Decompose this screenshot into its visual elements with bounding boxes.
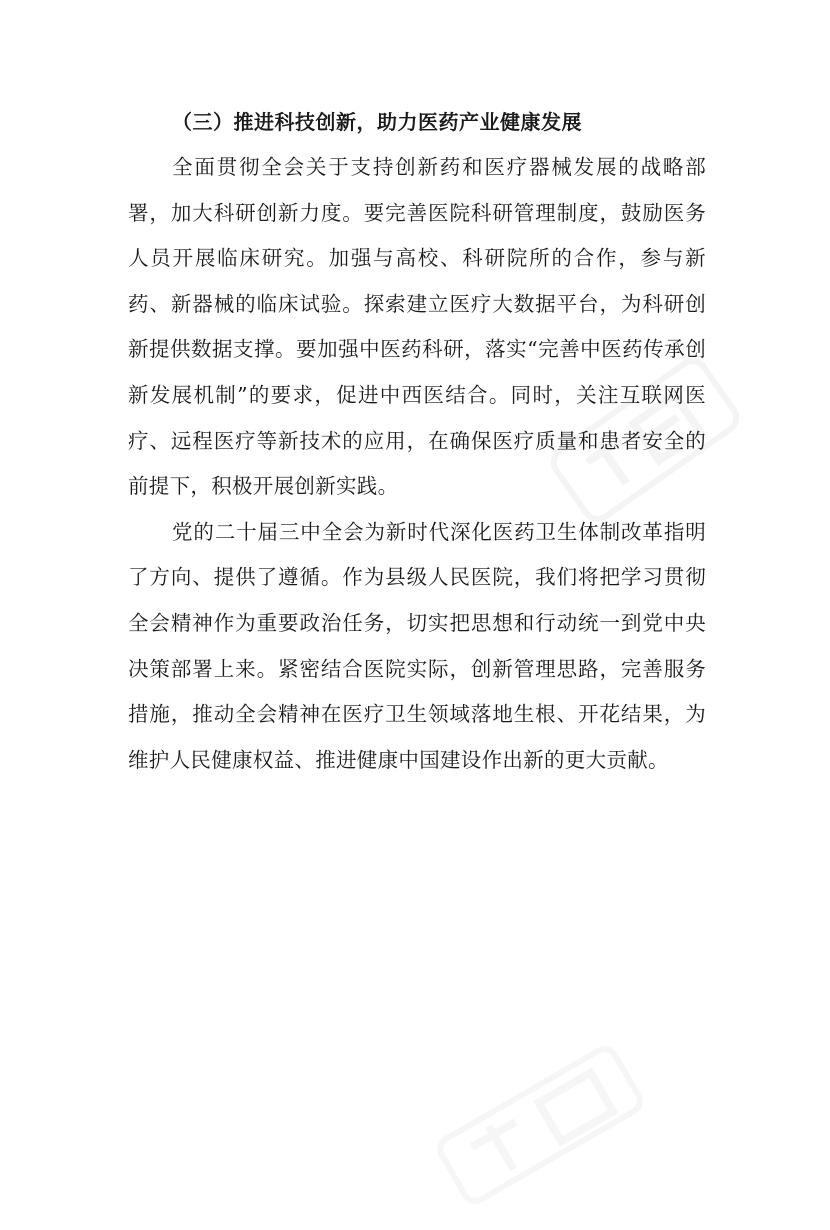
paragraph-2: 党的二十届三中全会为新时代深化医药卫生体制改革指明了方向、提供了遵循。作为县级人民医院，我们将把学习贯彻全会精神作为重要政治任务，切实把思想和行动统一到党中央决策部署上来。紧密结合医院实际，创新管理思路，完善服务措施，推动全会精神在医疗卫生领域落地生根、开花结果，为维护人民健康权益、推进健康中国建设作出新的更大贡献。 (128, 519, 706, 772)
paragraph-1: 全面贯彻全会关于支持创新药和医疗器械发展的战略部署，加大科研创新力度。要完善医院科研管理制度，鼓励医务人员开展临床研究。加强与高校、科研院所的合作，参与新药、新器械的临床试验。探索建立医疗大数据平台，为科研创新提供数据支撑。要加强中医药科研，落实“完善中医药传承创新发展机制”的要求，促进中西医结合。同时，关注互联网医疗、远程医疗等新技术的应用，在确保医疗质量和患者安全的前提下，积极开展创新实践。 (128, 155, 706, 499)
watermark-stamp-icon (422, 1031, 658, 1219)
section-heading: （三）推进科技创新，助力医药产业健康发展 (172, 110, 582, 134)
watermark-logo-bottom (422, 1031, 658, 1219)
document-body (128, 100, 706, 783)
